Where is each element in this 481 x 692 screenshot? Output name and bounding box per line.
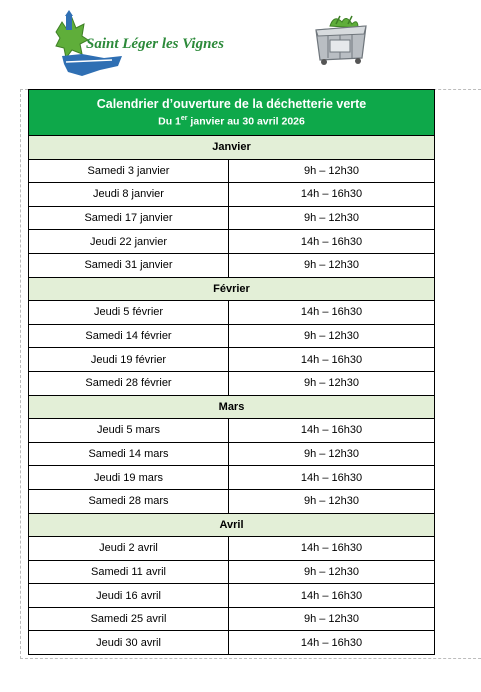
table-row: [29, 301, 435, 325]
opening-day: Jeudi 19 mars: [29, 466, 229, 490]
table-row: [29, 230, 435, 254]
table-row: [29, 489, 435, 513]
opening-hours: 9h – 12h30: [229, 159, 435, 183]
opening-day: Jeudi 5 février: [29, 301, 229, 325]
calendar-title: Calendrier d’ouverture de la déchetterie verte: [96, 97, 367, 112]
opening-day: Samedi 3 janvier: [29, 159, 229, 183]
month-header-row: [29, 395, 435, 419]
opening-day: Samedi 25 avril: [29, 607, 229, 631]
opening-day: Jeudi 30 avril: [29, 631, 229, 655]
month-header-row: [29, 277, 435, 301]
opening-hours: 14h – 16h30: [229, 419, 435, 443]
opening-day: Samedi 17 janvier: [29, 206, 229, 230]
month-header-row: [29, 136, 435, 160]
month-name: Avril: [29, 513, 435, 537]
opening-hours: 14h – 16h30: [229, 466, 435, 490]
table-row: [29, 560, 435, 584]
opening-day: Samedi 31 janvier: [29, 253, 229, 277]
table-row: [29, 584, 435, 608]
month-name: Mars: [29, 395, 435, 419]
table-row: [29, 442, 435, 466]
table-row: [29, 348, 435, 372]
table-row: [29, 371, 435, 395]
opening-day: Samedi 28 février: [29, 371, 229, 395]
opening-day: Samedi 11 avril: [29, 560, 229, 584]
table-row: [29, 206, 435, 230]
month-header-row: [29, 513, 435, 537]
opening-hours: 9h – 12h30: [229, 206, 435, 230]
opening-hours: 14h – 16h30: [229, 301, 435, 325]
table-row: [29, 607, 435, 631]
opening-day: Jeudi 16 avril: [29, 584, 229, 608]
opening-hours: 14h – 16h30: [229, 537, 435, 561]
opening-hours: 9h – 12h30: [229, 253, 435, 277]
opening-day: Jeudi 22 janvier: [29, 230, 229, 254]
table-row: [29, 324, 435, 348]
table-row: [29, 159, 435, 183]
table-row: [29, 183, 435, 207]
opening-day: Jeudi 8 janvier: [29, 183, 229, 207]
opening-hours: 14h – 16h30: [229, 183, 435, 207]
table-row: [29, 419, 435, 443]
town-logo: [52, 10, 224, 78]
opening-day: Samedi 14 mars: [29, 442, 229, 466]
opening-hours: 14h – 16h30: [229, 584, 435, 608]
opening-hours: 9h – 12h30: [229, 489, 435, 513]
opening-hours: 14h – 16h30: [229, 348, 435, 372]
table-row: [29, 466, 435, 490]
calendar-header-row: [29, 90, 435, 136]
month-name: Janvier: [29, 136, 435, 160]
opening-hours: 9h – 12h30: [229, 607, 435, 631]
table-row: [29, 253, 435, 277]
opening-day: Samedi 14 février: [29, 324, 229, 348]
table-row: [29, 631, 435, 655]
opening-hours: 9h – 12h30: [229, 442, 435, 466]
table-row: [29, 537, 435, 561]
opening-hours: 9h – 12h30: [229, 324, 435, 348]
opening-hours: 14h – 16h30: [229, 631, 435, 655]
logo-text: Saint Léger les Vignes: [86, 36, 224, 52]
opening-day: Samedi 28 mars: [29, 489, 229, 513]
opening-day: Jeudi 2 avril: [29, 537, 229, 561]
opening-day: Jeudi 5 mars: [29, 419, 229, 443]
calendar-subtitle: Du 1er janvier au 30 avril 2026: [158, 115, 305, 128]
opening-calendar-table: [28, 89, 435, 655]
opening-day: Jeudi 19 février: [29, 348, 229, 372]
month-name: Février: [29, 277, 435, 301]
opening-hours: 9h – 12h30: [229, 371, 435, 395]
opening-hours: 14h – 16h30: [229, 230, 435, 254]
opening-hours: 9h – 12h30: [229, 560, 435, 584]
green-waste-bin-icon: [312, 14, 370, 66]
